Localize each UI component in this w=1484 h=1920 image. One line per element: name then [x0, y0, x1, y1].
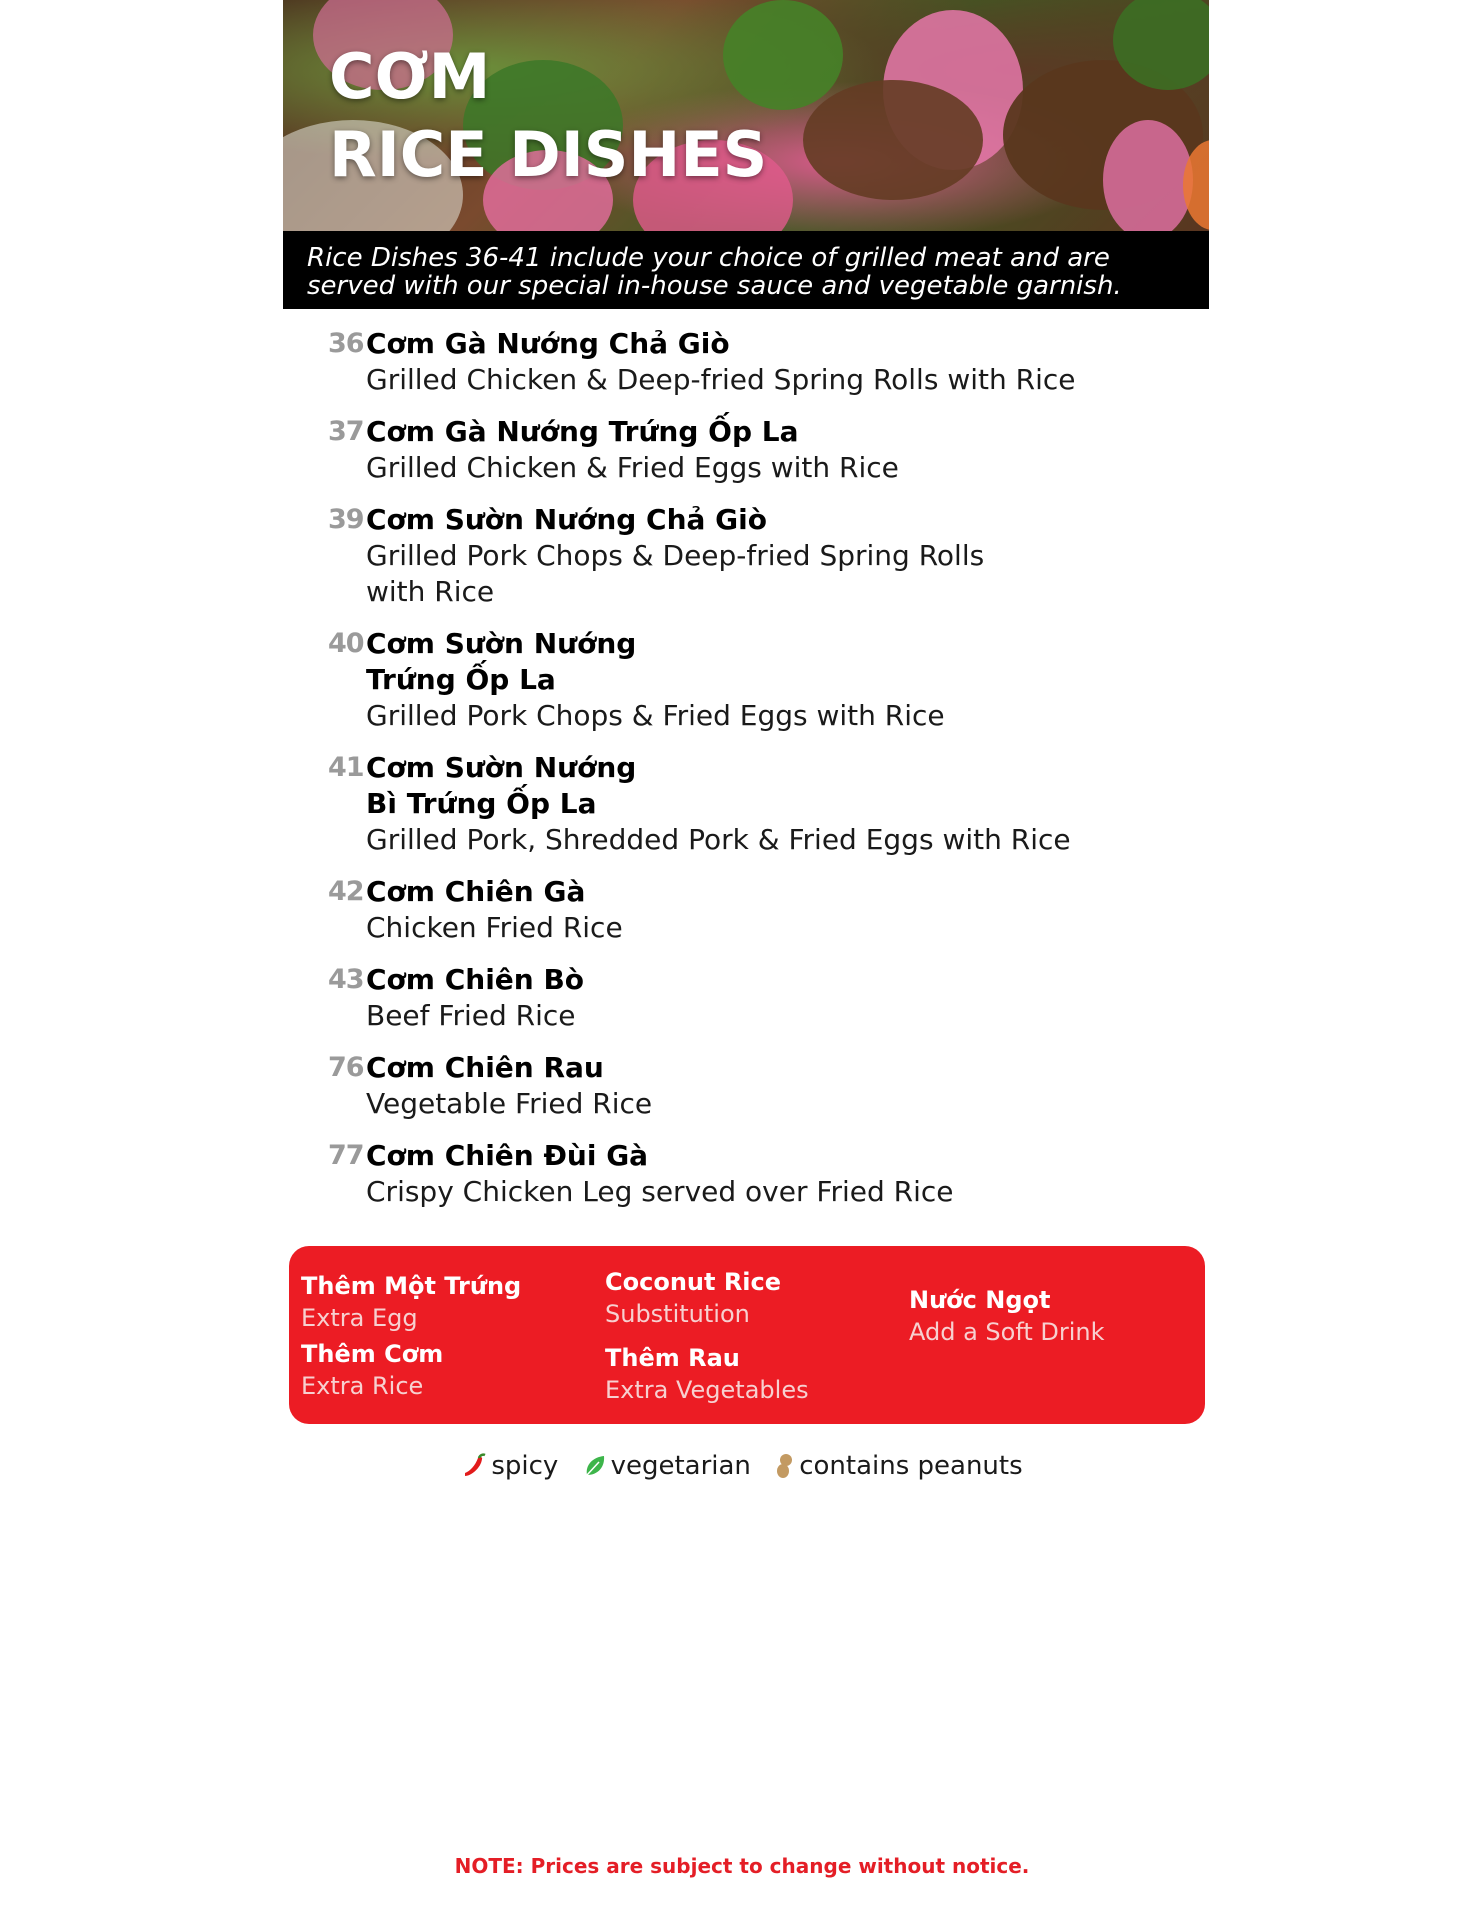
chili-pepper-icon [461, 1452, 487, 1480]
menu-item [328, 502, 1088, 610]
item-number: 37 [328, 416, 364, 447]
menu-item [328, 1050, 1088, 1122]
item-name: Cơm Chiên Đùi Gà [366, 1139, 649, 1172]
leaf-icon [583, 1453, 607, 1479]
price-note: NOTE: Prices are subject to change without notice. [454, 1854, 1030, 1878]
item-number: 43 [328, 964, 364, 995]
item-name: Cơm Gà Nướng Chả Giò [366, 327, 730, 360]
hero-food-image [283, 0, 1209, 231]
item-description: Grilled Chicken & Fried Eggs with Rice [366, 451, 899, 484]
extra-description: Add a Soft Drink [909, 1318, 1105, 1346]
menu-item [328, 874, 1088, 946]
legend-peanuts [775, 1451, 1022, 1481]
extra-name: Nước Ngọt [909, 1286, 1051, 1314]
legend-spicy [461, 1451, 558, 1481]
extra-name: Coconut Rice [605, 1268, 782, 1296]
item-number: 41 [328, 752, 364, 783]
menu-item [328, 962, 1088, 1034]
page-title [329, 38, 767, 194]
extras-box [289, 1246, 1205, 1424]
item-name: Cơm Sườn Nướng Chả Giò [366, 503, 767, 536]
item-number: 36 [328, 328, 364, 359]
item-description: Vegetable Fried Rice [366, 1087, 653, 1120]
banner-line-1: Rice Dishes 36-41 include your choice of grilled meat and are [307, 243, 1110, 273]
extra-description: Extra Egg [301, 1304, 418, 1332]
menu-item-list [328, 326, 1088, 1226]
item-description: Grilled Pork Chops & Deep-fried Spring Rolls with Rice [366, 539, 985, 608]
legend-peanuts-label: contains peanuts [799, 1450, 1023, 1481]
title-english: RICE DISHES [329, 118, 768, 191]
peanut-icon [775, 1452, 795, 1480]
legend-vegetarian-label: vegetarian [610, 1450, 751, 1481]
item-name: Cơm Gà Nướng Trứng Ốp La [366, 415, 799, 448]
item-name: Cơm Chiên Rau [366, 1051, 604, 1084]
menu-item [328, 414, 1088, 486]
item-number: 77 [328, 1140, 364, 1171]
title-vietnamese: CƠM [329, 40, 491, 113]
item-name: Cơm Chiên Gà [366, 875, 586, 908]
item-name: Cơm Chiên Bò [366, 963, 585, 996]
menu-item [328, 1138, 1088, 1210]
extra-name: Thêm Một Trứng [301, 1272, 522, 1300]
item-description: Grilled Chicken & Deep-fried Spring Rolls with Rice [366, 363, 1076, 396]
extras-column-2 [605, 1266, 809, 1406]
info-banner [283, 231, 1209, 309]
icon-legend [0, 1450, 1484, 1481]
item-description: Beef Fried Rice [366, 999, 576, 1032]
extras-column-3 [909, 1284, 1105, 1348]
item-number: 40 [328, 628, 364, 659]
extra-description: Extra Rice [301, 1372, 424, 1400]
menu-item [328, 626, 1088, 734]
item-number: 39 [328, 504, 364, 535]
item-number: 42 [328, 876, 364, 907]
extra-name: Thêm Cơm [301, 1340, 444, 1368]
item-name: Cơm Sườn Nướng Bì Trứng Ốp La [366, 751, 637, 820]
banner-line-2: served with our special in-house sauce and vegetable garnish. [307, 271, 1122, 301]
extra-description: Substitution [605, 1300, 750, 1328]
extras-column-1 [301, 1270, 521, 1402]
item-description: Chicken Fried Rice [366, 911, 623, 944]
extra-description: Extra Vegetables [605, 1376, 809, 1404]
extra-name: Thêm Rau [605, 1344, 740, 1372]
item-description: Grilled Pork Chops & Fried Eggs with Rice [366, 699, 945, 732]
item-description: Grilled Pork, Shredded Pork & Fried Eggs with Rice [366, 823, 1071, 856]
item-description: Crispy Chicken Leg served over Fried Rice [366, 1175, 954, 1208]
legend-spicy-label: spicy [491, 1450, 559, 1481]
legend-vegetarian [583, 1451, 751, 1481]
menu-item [328, 750, 1088, 858]
item-name: Cơm Sườn Nướng Trứng Ốp La [366, 627, 637, 696]
item-number: 76 [328, 1052, 364, 1083]
menu-item [328, 326, 1088, 398]
